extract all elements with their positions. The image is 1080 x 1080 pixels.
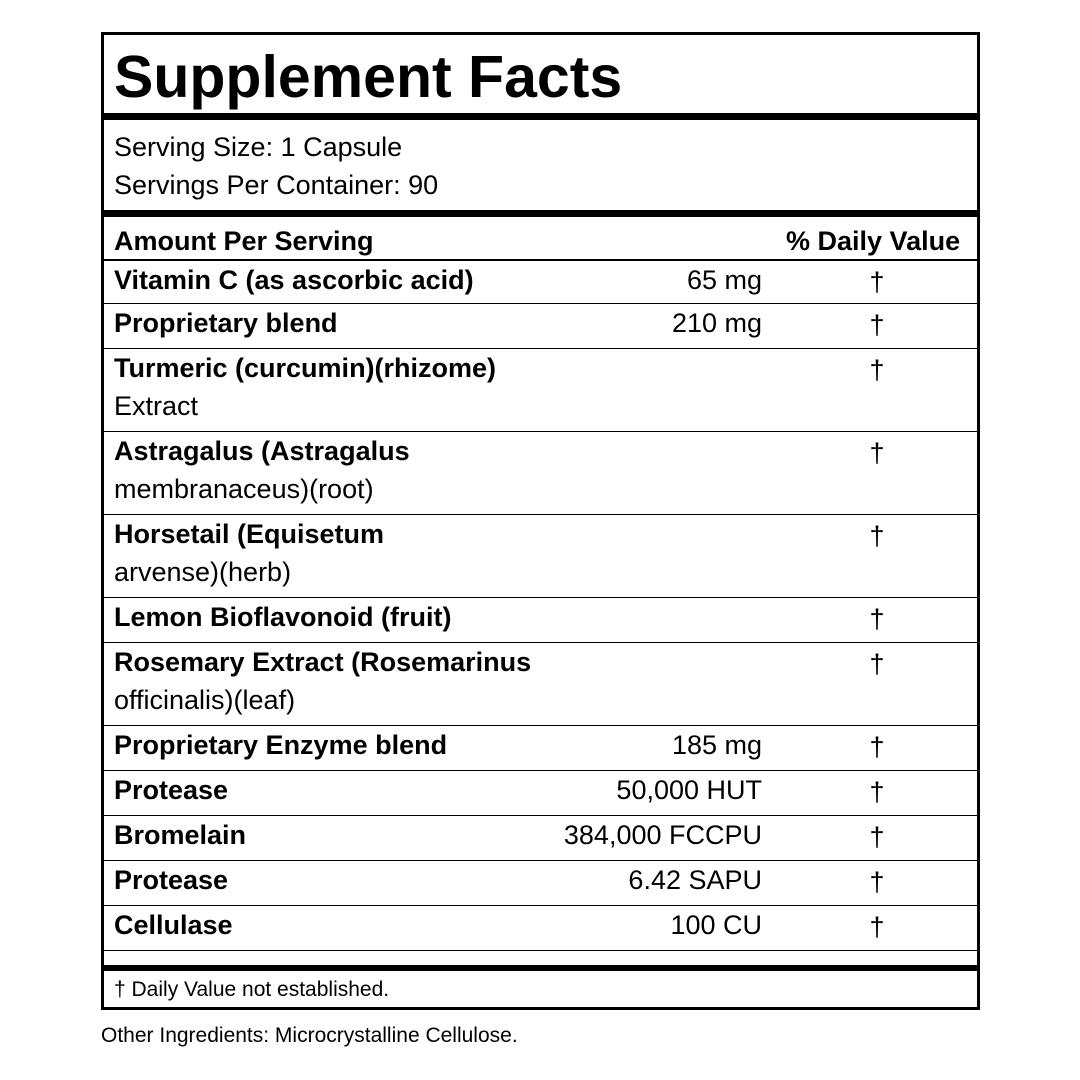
daily-value-dagger: † [869, 777, 885, 807]
nutrient-row [104, 349, 977, 432]
nutrient-amount: 50,000 HUT [616, 775, 762, 805]
nutrient-name-bold: Bromelain [114, 820, 247, 850]
nutrient-amount: 384,000 FCCPU [563, 820, 762, 850]
nutrient-name [114, 598, 451, 636]
footnote: † Daily Value not established. [114, 978, 390, 1001]
daily-value-dagger: † [869, 867, 885, 897]
nutrient-amount: 100 CU [670, 910, 762, 940]
nutrient-name [114, 816, 246, 854]
nutrient-name-bold: Cellulase [114, 910, 233, 940]
daily-value-dagger: † [869, 310, 885, 340]
nutrient-name [114, 726, 447, 764]
daily-value-dagger: † [869, 521, 885, 551]
daily-value-dagger: † [869, 649, 885, 679]
nutrient-name-bold: Proprietary Enzyme blend [114, 730, 448, 760]
nutrient-row [104, 261, 977, 304]
thick-divider [104, 965, 977, 971]
nutrient-row [104, 643, 977, 726]
nutrient-name-bold: Rosemary Extract (Rosemarinus [114, 647, 532, 677]
panel-title: Supplement Facts [114, 44, 623, 110]
nutrient-amount: 6.42 SAPU [628, 865, 762, 895]
thick-divider [104, 210, 977, 217]
supplement-facts-panel [101, 32, 980, 1010]
nutrient-name-detail: membranaceus)(root) [114, 474, 374, 504]
daily-value-dagger: † [869, 355, 885, 385]
nutrient-name-bold: Lemon Bioflavonoid (fruit) [114, 602, 452, 632]
nutrient-name-bold: Protease [114, 865, 229, 895]
nutrient-name [114, 261, 474, 299]
nutrient-amount: 185 mg [671, 730, 762, 760]
nutrient-name-detail: arvense)(herb) [114, 557, 292, 587]
nutrient-name-bold: Vitamin C (as ascorbic acid) [114, 265, 474, 295]
nutrient-name-bold: Protease [114, 775, 229, 805]
nutrient-name [114, 349, 496, 425]
nutrient-row [104, 771, 977, 816]
nutrient-amount: 65 mg [686, 265, 762, 295]
serving-size: Serving Size: 1 Capsule [114, 132, 403, 162]
nutrient-row [104, 861, 977, 906]
daily-value-dagger: † [869, 912, 885, 942]
nutrient-row [104, 906, 977, 951]
nutrient-name [114, 861, 228, 899]
nutrient-row [104, 726, 977, 771]
nutrient-name [114, 432, 410, 508]
daily-value-dagger: † [869, 732, 885, 762]
nutrient-name [114, 771, 228, 809]
nutrient-name [114, 906, 233, 944]
nutrient-name-detail: Extract [114, 391, 199, 421]
amount-per-serving-header: Amount Per Serving [114, 226, 374, 256]
daily-value-dagger: † [869, 267, 885, 297]
nutrient-row [104, 515, 977, 598]
nutrient-row [104, 598, 977, 643]
nutrient-name-bold: Horsetail (Equisetum [114, 519, 385, 549]
nutrient-row [104, 816, 977, 861]
nutrient-row [104, 304, 977, 349]
daily-value-dagger: † [869, 822, 885, 852]
nutrient-name [114, 304, 338, 342]
thick-divider [104, 113, 977, 120]
daily-value-dagger: † [869, 604, 885, 634]
nutrient-name [114, 643, 531, 719]
servings-per-container: Servings Per Container: 90 [114, 170, 439, 200]
daily-value-header: % Daily Value [786, 226, 961, 256]
other-ingredients: Other Ingredients: Microcrystalline Cellulose. [101, 1024, 518, 1047]
nutrient-row [104, 432, 977, 515]
nutrient-name-bold: Astragalus (Astragalus [114, 436, 410, 466]
nutrient-amount: 210 mg [671, 308, 762, 338]
nutrient-name-bold: Proprietary blend [114, 308, 338, 338]
nutrient-name [114, 515, 384, 591]
daily-value-dagger: † [869, 438, 885, 468]
nutrient-name-bold: Turmeric (curcumin)(rhizome) [114, 353, 497, 383]
nutrient-name-detail: officinalis)(leaf) [114, 685, 296, 715]
